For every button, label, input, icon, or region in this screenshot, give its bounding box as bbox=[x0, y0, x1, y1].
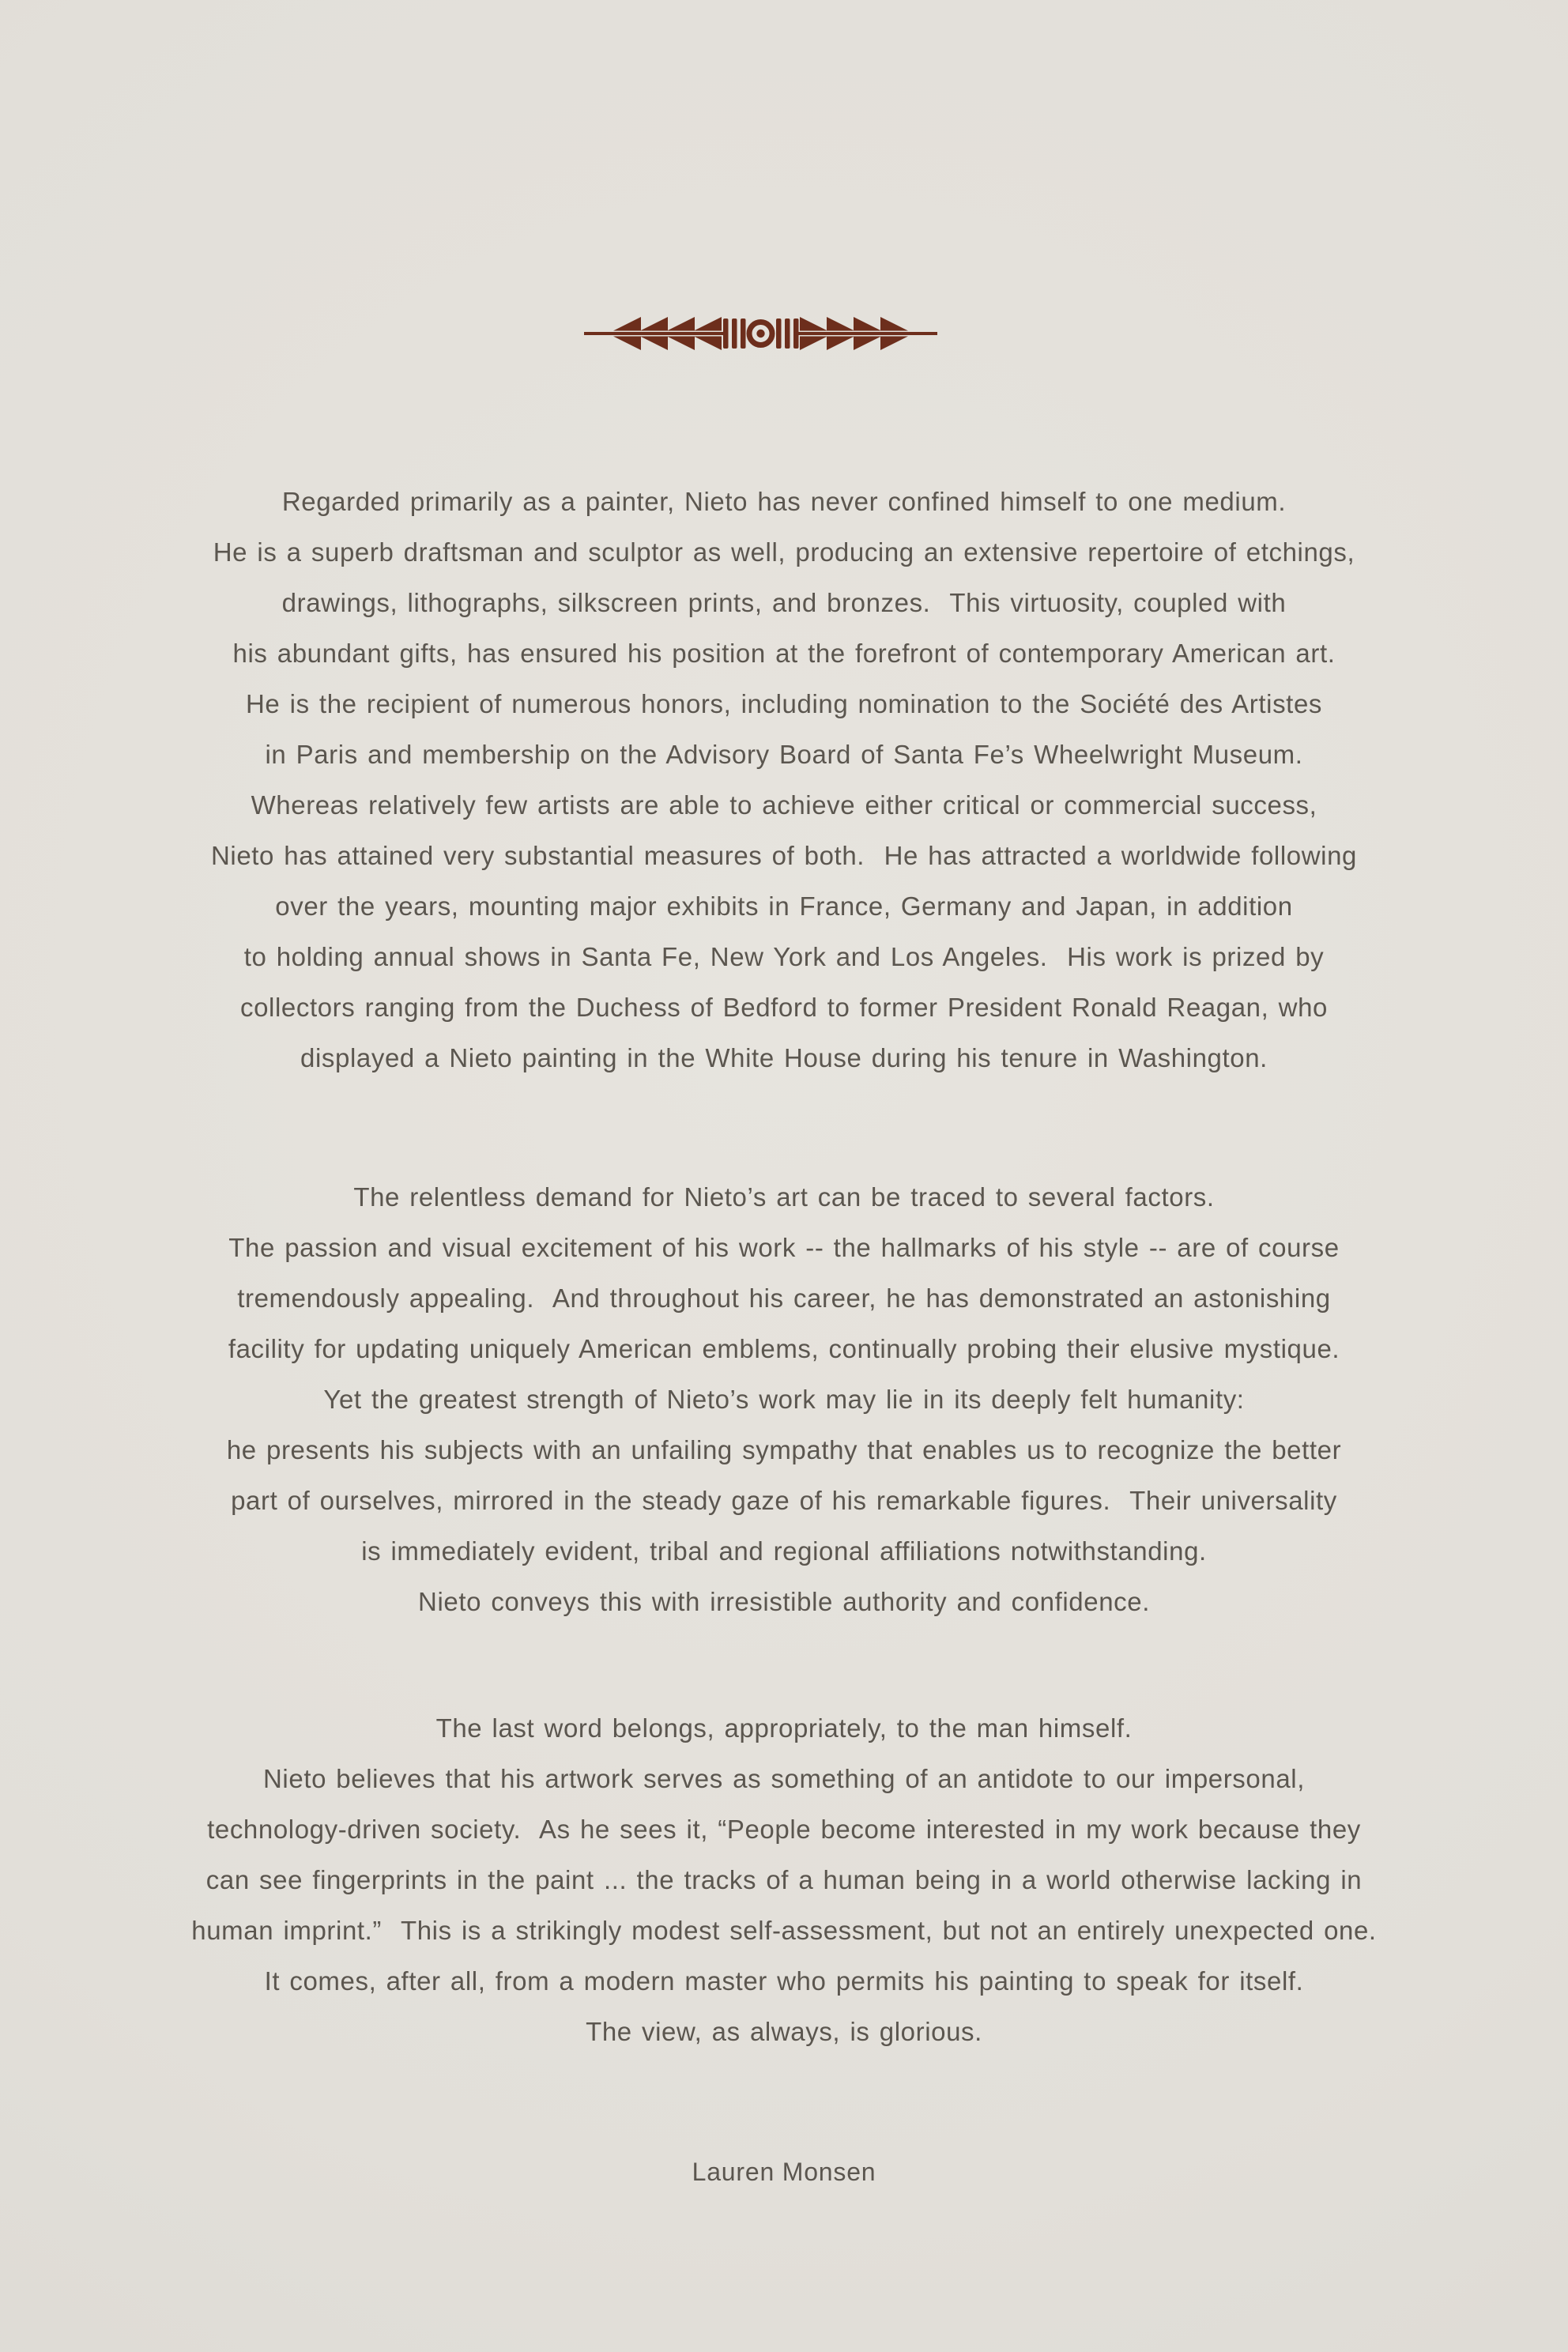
text-line: The relentless demand for Nieto’s art can be traced to several factors. bbox=[353, 1182, 1215, 1212]
text-line: to holding annual shows in Santa Fe, New York and Los Angeles. His work is prized by bbox=[243, 942, 1325, 971]
text-line: tremendously appealing. And throughout his career, he has demonstrated an astonishing bbox=[237, 1283, 1331, 1313]
text-line: The last word belongs, appropriately, to the man himself. bbox=[435, 1713, 1133, 1743]
text-line: The view, as always, is glorious. bbox=[586, 2017, 982, 2046]
text-line: human imprint.” This is a strikingly modest self-assessment, but not an entirely unexpected one. bbox=[191, 1916, 1377, 1945]
text-line: can see fingerprints in the paint ... the tracks of a human being in a world otherwise lacking in bbox=[205, 1865, 1363, 1894]
text-line: part of ourselves, mirrored in the steady gaze of his remarkable figures. Their universality bbox=[231, 1486, 1337, 1515]
text-line: over the years, mounting major exhibits in France, Germany and Japan, in addition bbox=[275, 891, 1293, 921]
author-credit: Lauren Monsen bbox=[692, 2158, 876, 2186]
text-line: his abundant gifts, has ensured his position at the forefront of contemporary American art. bbox=[232, 639, 1336, 668]
feathered-arrow-divider-icon bbox=[584, 311, 937, 356]
text-line: collectors ranging from the Duchess of Bedford to former President Ronald Reagan, who bbox=[239, 993, 1328, 1022]
text-line: The passion and visual excitement of his work -- the hallmarks of his style -- are of course bbox=[228, 1233, 1340, 1262]
text-line: Yet the greatest strength of Nieto’s work may lie in its deeply felt humanity: bbox=[323, 1385, 1245, 1414]
text-line: Regarded primarily as a painter, Nieto has never confined himself to one medium. bbox=[281, 487, 1287, 516]
text-line: facility for updating uniquely American emblems, continually probing their elusive mystique. bbox=[228, 1334, 1340, 1363]
text-line: he presents his subjects with an unfailing sympathy that enables us to recognize the better bbox=[226, 1435, 1342, 1464]
text-line: technology-driven society. As he sees it, “People become interested in my work because they bbox=[207, 1815, 1361, 1844]
text-line: displayed a Nieto painting in the White House during his tenure in Washington. bbox=[300, 1043, 1268, 1072]
text-line: He is a superb draftsman and sculptor as well, producing an extensive repertoire of etchings, bbox=[213, 537, 1355, 567]
text-line: Nieto believes that his artwork serves as something of an antidote to our impersonal, bbox=[263, 1764, 1305, 1793]
text-line: in Paris and membership on the Advisory Board of Santa Fe’s Wheelwright Museum. bbox=[265, 740, 1303, 769]
text-line: He is the recipient of numerous honors, including nomination to the Société des Artistes bbox=[245, 689, 1323, 718]
text-line: is immediately evident, tribal and regional affiliations notwithstanding. bbox=[361, 1536, 1207, 1566]
text-line: Nieto conveys this with irresistible authority and confidence. bbox=[418, 1587, 1150, 1616]
text-line: drawings, lithographs, silkscreen prints, and bronzes. This virtuosity, coupled with bbox=[281, 588, 1287, 617]
paragraph-closing bbox=[112, 1703, 1456, 2057]
text-line: Nieto has attained very substantial measures of both. He has attracted a worldwide following bbox=[210, 841, 1358, 870]
text-line: Whereas relatively few artists are able to achieve either critical or commercial success, bbox=[251, 790, 1317, 820]
paragraph-appeal bbox=[112, 1172, 1456, 1627]
paragraph-career bbox=[112, 477, 1456, 1084]
text-line: It comes, after all, from a modern master who permits his painting to speak for itself. bbox=[264, 1966, 1304, 1996]
